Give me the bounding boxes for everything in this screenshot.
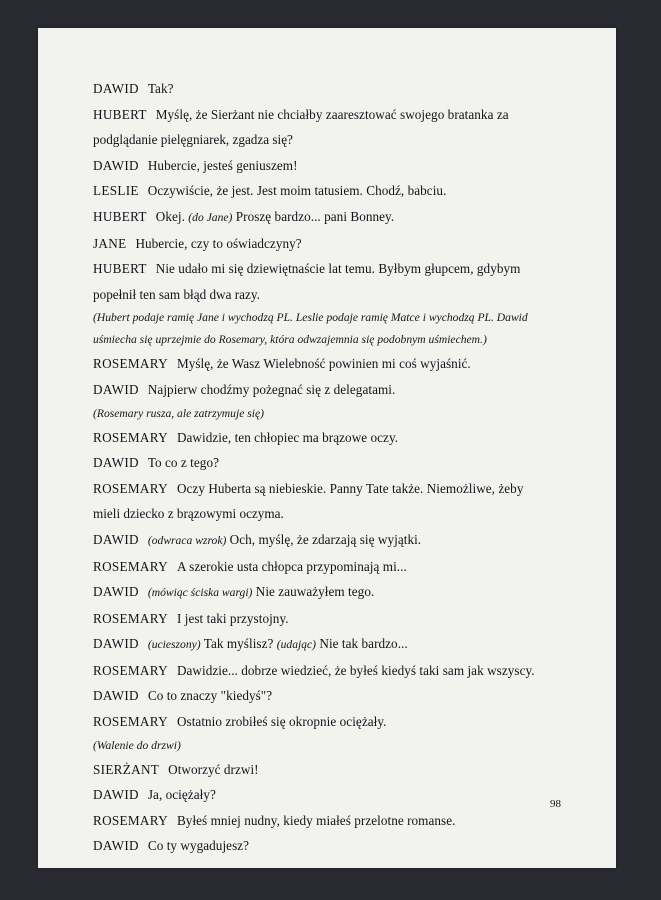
dialogue-text: Dawidzie, ten chłopiec ma brązowe oczy.: [176, 429, 399, 445]
dialogue-line: [93, 102, 563, 128]
dialogue-continuation: mieli dziecko z brązowymi oczyma.: [93, 506, 284, 522]
dialogue-text: Hubercie, jesteś geniuszem!: [147, 157, 298, 173]
speaker-name: DAWID: [93, 157, 139, 173]
inline-stage-direction: (mówiąc ściska wargi): [147, 586, 253, 600]
speaker-name: DAWID: [93, 531, 139, 547]
dialogue-line: [93, 757, 563, 783]
dialogue-line: [93, 554, 563, 580]
dialogue-text: Tak?: [147, 81, 174, 96]
speaker-name: JANE: [93, 235, 127, 251]
dialogue-line: [93, 377, 563, 403]
dialogue-text: Proszę bardzo... pani Bonney.: [232, 208, 395, 224]
dialogue-text: To co z tego?: [147, 455, 219, 471]
dialogue-text: Najpierw chodźmy pożegnać się z delegatami.: [147, 381, 396, 397]
speaker-name: DAWID: [93, 381, 139, 397]
speaker-name: DAWID: [93, 636, 139, 652]
script-lines: [93, 76, 563, 859]
dialogue-line: [93, 351, 563, 377]
page-number: 98: [550, 798, 561, 810]
speaker-name: HUBERT: [93, 261, 147, 277]
speaker-name: DAWID: [93, 584, 139, 600]
dialogue-line: [93, 476, 563, 502]
dialogue-line: [93, 425, 563, 451]
stage-direction: (Rosemary rusza, ale zatrzymuje się): [93, 406, 264, 420]
speaker-name: SIERŻANT: [93, 761, 160, 777]
dialogue-line: [93, 76, 563, 102]
dialogue-text: I jest taki przystojny.: [176, 610, 289, 626]
document-page: [38, 28, 616, 868]
speaker-name: DAWID: [93, 838, 139, 854]
inline-stage-direction: (udając): [276, 638, 317, 652]
dialogue-text: Myślę, że Sierżant nie chciałby zaaresztować swojego bratanka za: [155, 106, 509, 122]
dialogue-text: Otworzyć drzwi!: [168, 761, 259, 777]
dialogue-text: Tak myślisz?: [200, 636, 277, 652]
dialogue-text: Nie tak bardzo...: [316, 636, 408, 652]
dialogue-text: Och, myślę, że zdarzają się wyjątki.: [226, 531, 422, 547]
inline-stage-direction: (odwraca wzrok): [147, 533, 227, 547]
dialogue-text: Byłeś mniej nudny, kiedy miałeś przelotne romanse.: [176, 812, 456, 828]
dialogue-text: Myślę, że Wasz Wielebność powinien mi coś wyjaśnić.: [176, 356, 471, 372]
dialogue-line: [93, 256, 563, 282]
speaker-name: DAWID: [93, 81, 139, 96]
dialogue-text: Ostatnio zrobiłeś się okropnie ociężały.: [176, 714, 387, 730]
dialogue-continuation: popełnił ten sam błąd dwa razy.: [93, 286, 260, 302]
dialogue-line: [93, 231, 563, 257]
dialogue-text: Co to znaczy "kiedyś"?: [147, 688, 273, 704]
dialogue-line: [93, 178, 563, 204]
speaker-name: ROSEMARY: [93, 714, 168, 730]
dialogue-line: [93, 782, 563, 808]
dialogue-line: [93, 808, 563, 834]
script-body: [93, 76, 563, 859]
speaker-name: ROSEMARY: [93, 429, 168, 445]
dialogue-text: Nie udało mi się dziewiętnaście lat temu. Byłbym głupcem, gdybym: [155, 261, 521, 277]
dialogue-line: [93, 833, 563, 859]
speaker-name: ROSEMARY: [93, 356, 168, 372]
dialogue-text: A szerokie usta chłopca przypominają mi...: [176, 558, 407, 574]
stage-direction: (Walenie do drzwi): [93, 738, 181, 752]
dialogue-line: [93, 204, 563, 231]
stage-direction: uśmiecha się uprzejmie do Rosemary, która odwzajemnia się podobnym uśmiechem.): [93, 333, 487, 347]
dialogue-line: [93, 631, 563, 658]
speaker-name: ROSEMARY: [93, 812, 168, 828]
dialogue-text: Ja, ociężały?: [147, 787, 216, 803]
speaker-name: LESLIE: [93, 183, 139, 199]
dialogue-text: Okej.: [155, 208, 189, 224]
stage-direction: (Hubert podaje ramię Jane i wychodzą PL. Leslie podaje ramię Matce i wychodzą PL. Dawid: [93, 311, 528, 325]
dialogue-text: Co ty wygadujesz?: [147, 838, 250, 854]
inline-stage-direction: (ucieszony): [147, 638, 201, 652]
dialogue-line: [93, 450, 563, 476]
dialogue-text: Oczy Huberta są niebieskie. Panny Tate także. Niemożliwe, żeby: [176, 480, 524, 496]
speaker-name: ROSEMARY: [93, 558, 168, 574]
speaker-name: ROSEMARY: [93, 662, 168, 678]
speaker-name: ROSEMARY: [93, 610, 168, 626]
dialogue-text: Hubercie, czy to oświadczyny?: [135, 235, 302, 251]
dialogue-text: Oczywiście, że jest. Jest moim tatusiem. Chodź, babciu.: [147, 183, 447, 199]
dialogue-line: [93, 153, 563, 179]
speaker-name: DAWID: [93, 787, 139, 803]
inline-stage-direction: (do Jane): [188, 210, 233, 224]
dialogue-line: [93, 683, 563, 709]
speaker-name: HUBERT: [93, 208, 147, 224]
speaker-name: DAWID: [93, 688, 139, 704]
dialogue-continuation: podglądanie pielęgniarek, zgadza się?: [93, 132, 293, 148]
dialogue-line: [93, 606, 563, 632]
speaker-name: HUBERT: [93, 106, 147, 122]
dialogue-line: [93, 527, 563, 554]
dialogue-text: Dawidzie... dobrze wiedzieć, że byłeś kiedyś taki sam jak wszyscy.: [176, 662, 535, 678]
dialogue-line: [93, 658, 563, 684]
speaker-name: DAWID: [93, 455, 139, 471]
dialogue-line: [93, 579, 563, 606]
dialogue-line: [93, 709, 563, 735]
speaker-name: ROSEMARY: [93, 480, 168, 496]
dialogue-text: Nie zauważyłem tego.: [252, 584, 375, 600]
